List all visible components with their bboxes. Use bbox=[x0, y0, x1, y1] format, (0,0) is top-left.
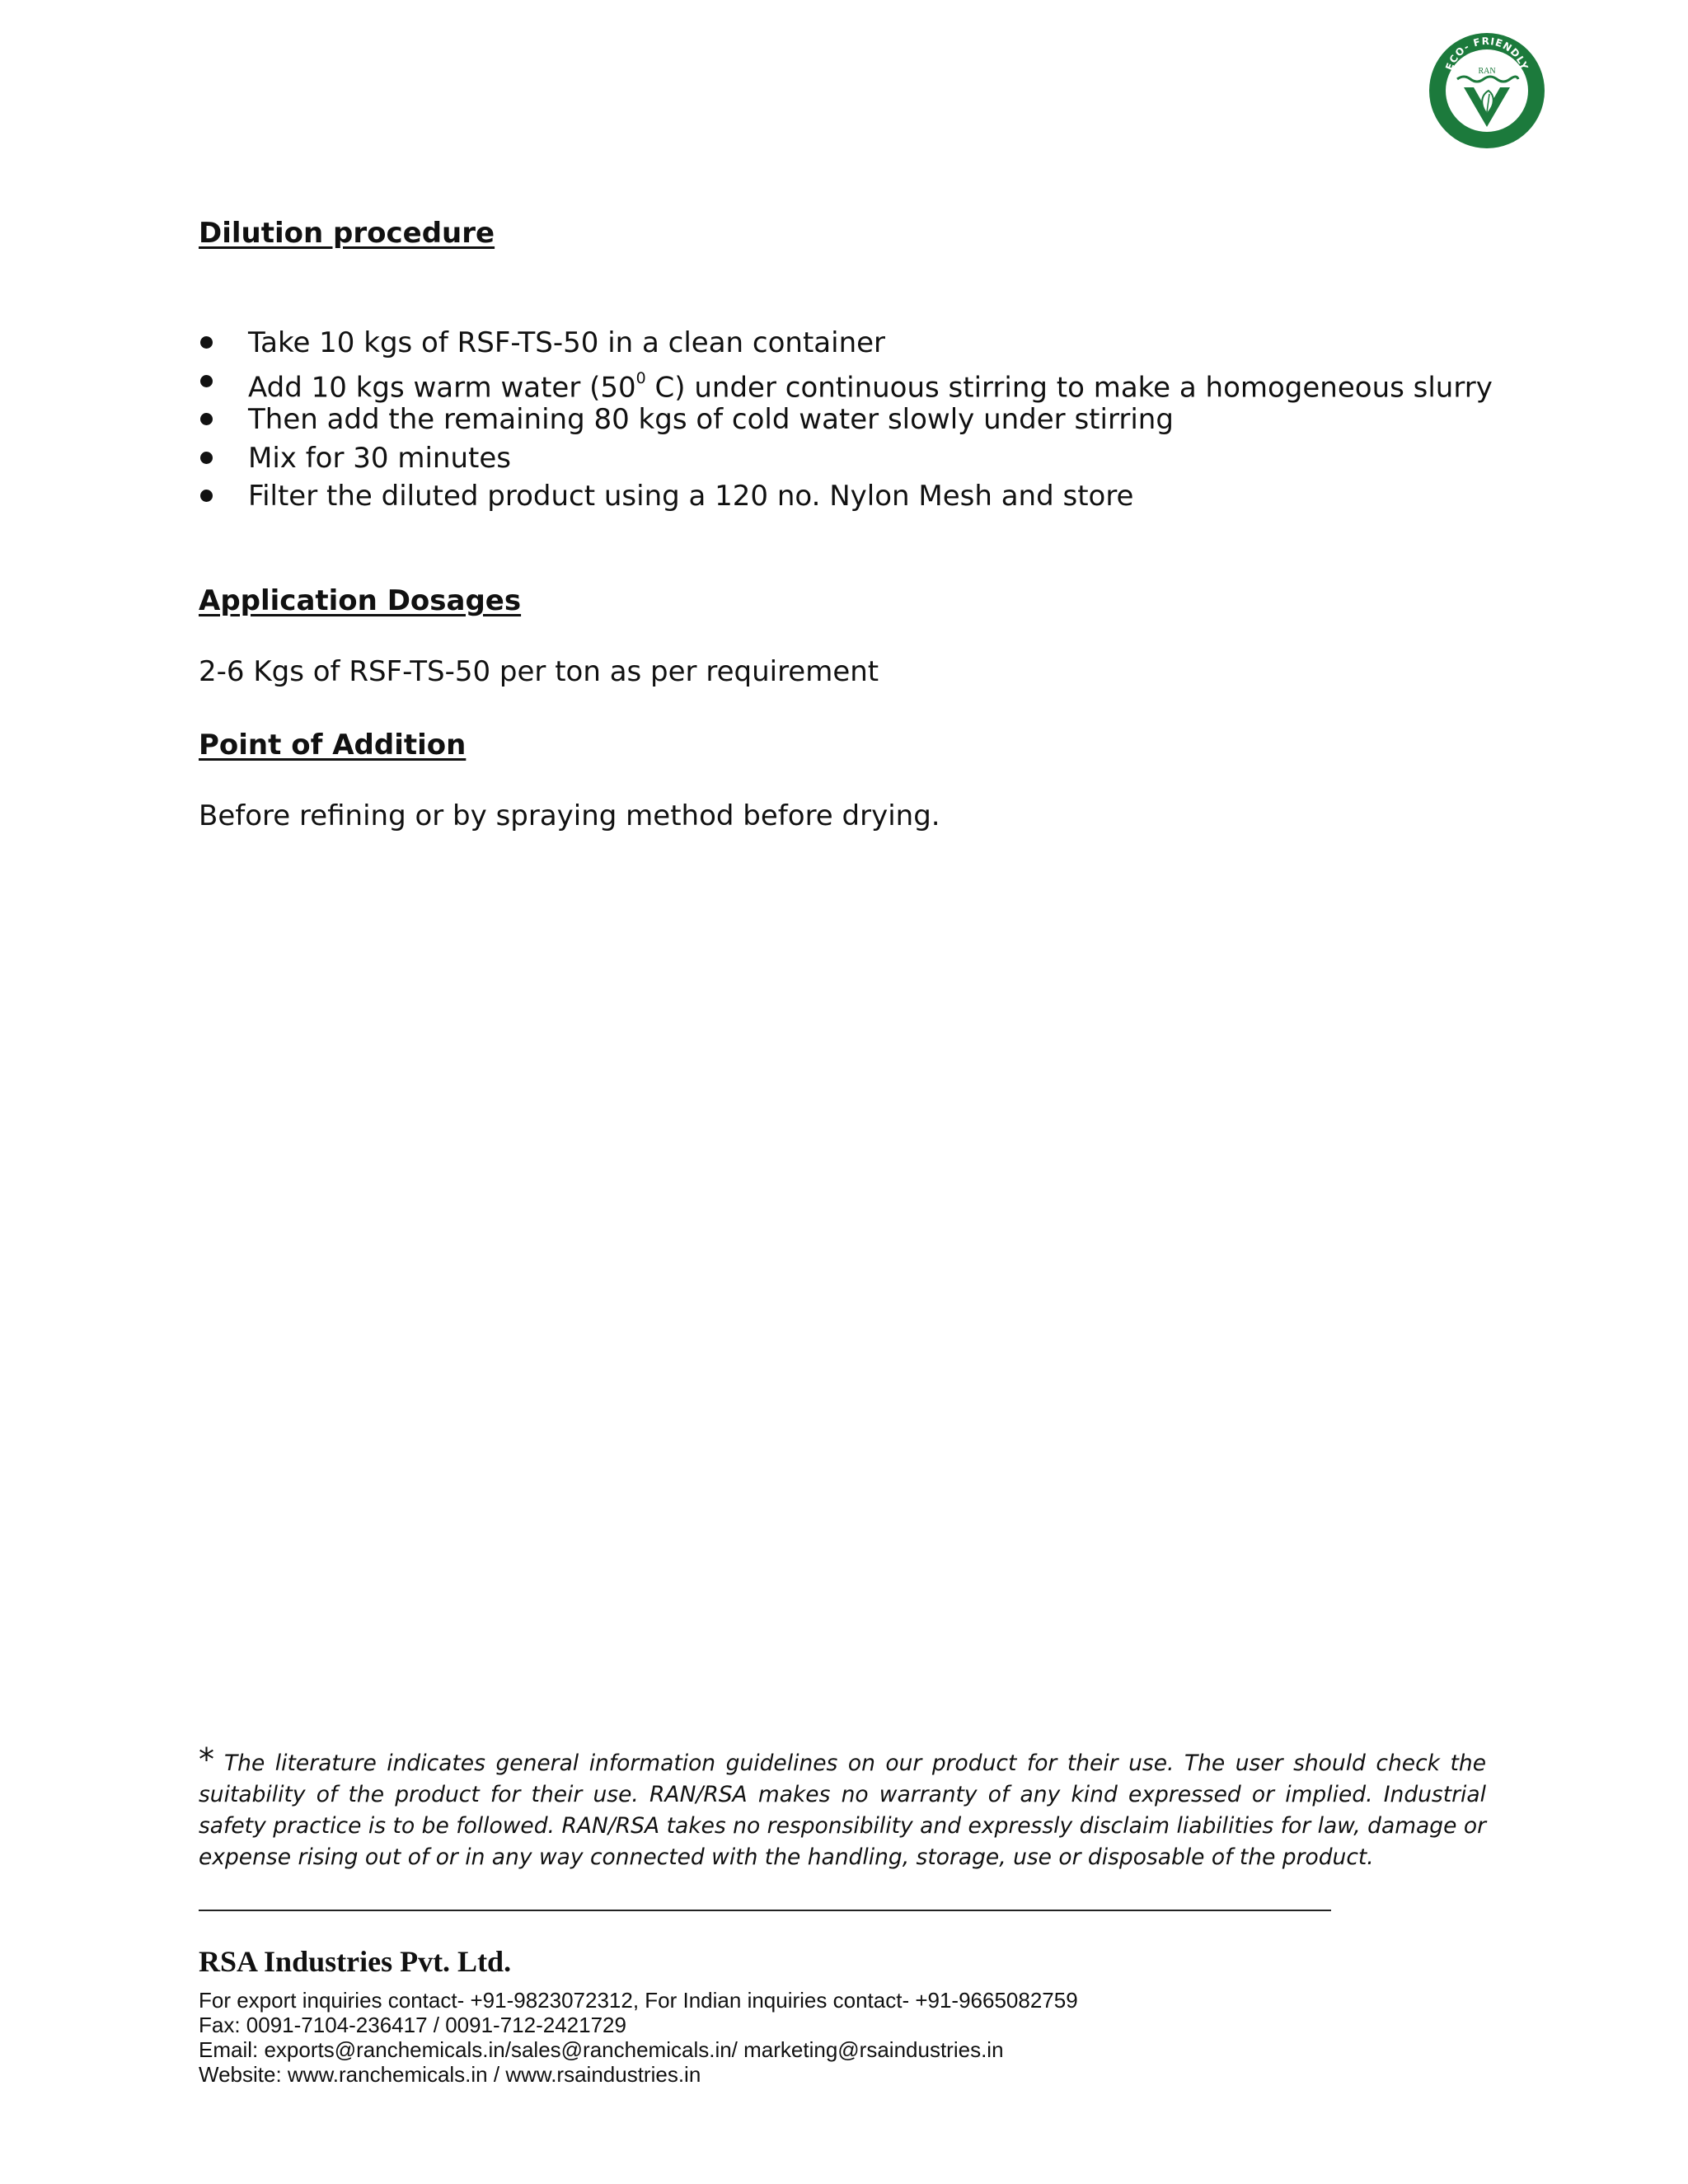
list-item: Filter the diluted product using a 120 no. Nylon Mesh and store bbox=[199, 477, 1493, 516]
list-item: Then add the remaining 80 kgs of cold water slowly under stirring bbox=[199, 401, 1493, 439]
list-item: Add 10 kgs warm water ($50^0$ C) under continuous stirring to make a homogeneous slurry bbox=[199, 363, 1493, 401]
addition-text: Before refining or by spraying method before drying. bbox=[199, 799, 940, 832]
company-name: RSA Industries Pvt. Ltd. bbox=[199, 1945, 512, 1978]
logo-arc-text: ECO- FRIENDLY bbox=[1443, 35, 1531, 73]
list-item: Take 10 kgs of RSF-TS-50 in a clean container bbox=[199, 324, 1493, 363]
disclaimer bbox=[199, 1741, 1486, 1873]
dosages-text: 2-6 Kgs of RSF-TS-50 per ton as per requirement bbox=[199, 655, 879, 688]
addition-heading: Point of Addition bbox=[199, 729, 467, 762]
website-line: Website: www.ranchemicals.in / www.rsaindustries.in bbox=[199, 2062, 701, 2087]
fax-line: Fax: 0091-7104-236417 / 0091-712-2421729 bbox=[199, 2013, 626, 2037]
footer-divider bbox=[199, 1910, 1331, 1911]
dilution-steps-list bbox=[199, 324, 1493, 516]
bullet-icon bbox=[200, 375, 213, 387]
bullet-icon bbox=[200, 452, 213, 464]
dilution-heading: Dilution procedure bbox=[199, 217, 495, 250]
bullet-icon bbox=[200, 413, 213, 425]
list-item: Mix for 30 minutes bbox=[199, 439, 1493, 478]
disclaimer-star: * bbox=[199, 1741, 214, 1778]
logo-inner-text: RAN bbox=[1478, 67, 1496, 76]
dosages-heading: Application Dosages bbox=[199, 584, 522, 617]
bullet-icon bbox=[200, 490, 213, 502]
eco-friendly-leaf-badge-icon bbox=[1426, 30, 1548, 152]
export-contact: For export inquiries contact- +91-9823072312, For Indian inquiries contact- +91-9665082759 bbox=[199, 1988, 1078, 2013]
superscript: 0 bbox=[635, 368, 646, 387]
eco-friendly-logo bbox=[1426, 30, 1548, 152]
bullet-icon bbox=[200, 336, 213, 349]
email-line: Email: exports@ranchemicals.in/sales@ranchemicals.in/ marketing@rsaindustries.in bbox=[199, 2037, 1004, 2062]
disclaimer-text: The literature indicates general information guidelines on our product for their use. The user should check the suitability of the product for their use. RAN/RSA makes no warranty of any kind expressed or implied. Industrial safety practice is to be followed. RAN/RSA takes no responsibility and expressly disclaim liabilities for law, damage or expense rising out of or in any way connected with the handling, storage, use or disposable of the product. bbox=[199, 1750, 1486, 1870]
